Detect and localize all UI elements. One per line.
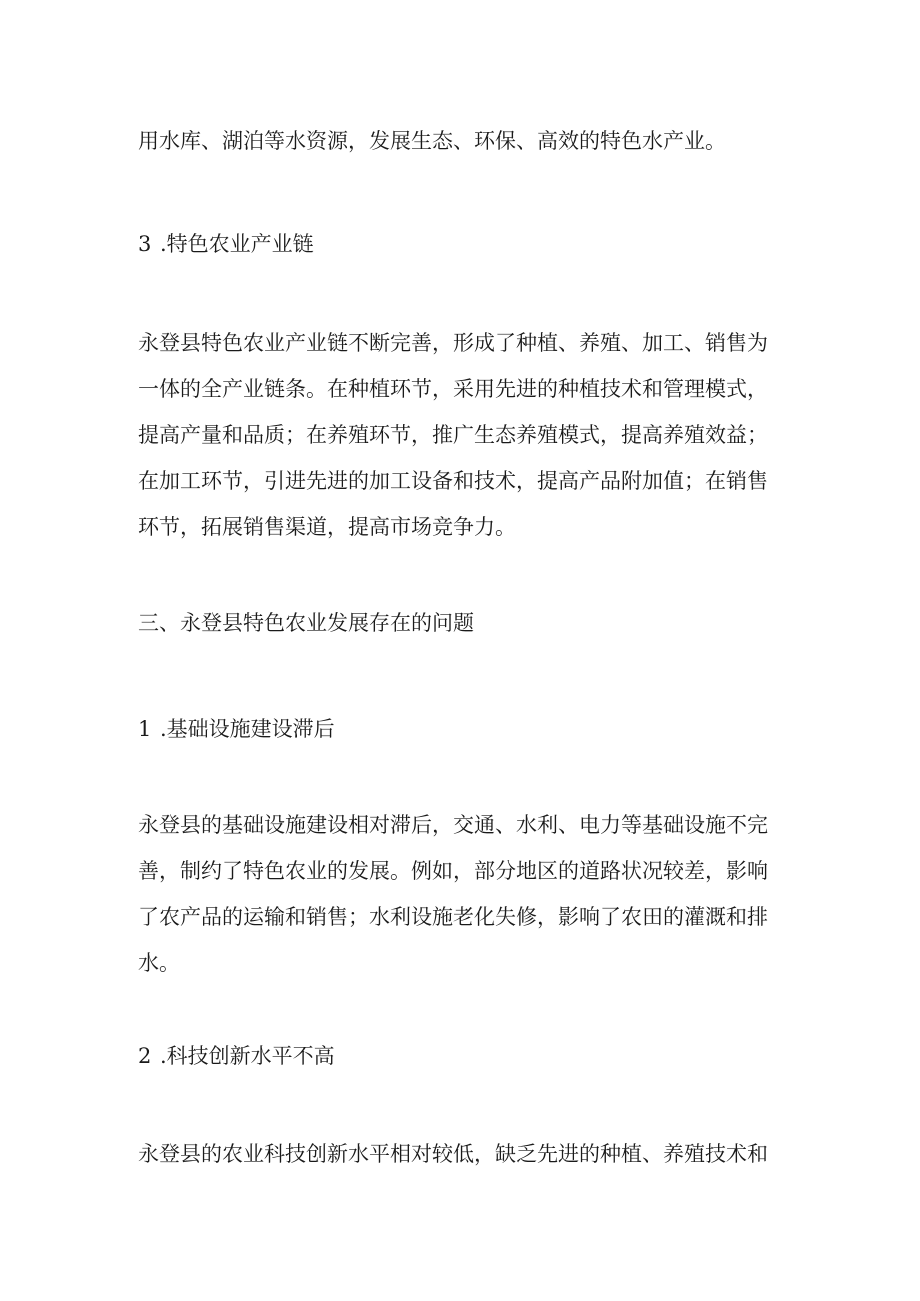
heading-number: 2 — [138, 1044, 152, 1068]
heading-number: 1 — [138, 717, 152, 741]
paragraph-infrastructure: 永登县的基础设施建设相对滞后，交通、水利、电力等基础设施不完善，制约了特色农业的发展。例如，部分地区的道路状况较差，影响了农产品的运输和销售；水利设施老化失修，影响了农田的灌溉和排水。 — [138, 813, 768, 975]
heading-text: .科技创新水平不高 — [160, 1044, 335, 1068]
paragraph-technology: 永登县的农业科技创新水平相对较低，缺乏先进的种植、养殖技术和 — [138, 1142, 768, 1166]
paragraph-water-industry: 用水库、湖泊等水资源，发展生态、环保、高效的特色水产业。 — [138, 129, 726, 153]
heading-industry-chain — [138, 221, 314, 267]
heading-section-three: 三、永登县特色农业发展存在的问题 — [138, 611, 474, 635]
heading-text: .基础设施建设滞后 — [160, 717, 335, 741]
heading-technology — [138, 1033, 335, 1079]
heading-infrastructure — [138, 706, 335, 752]
heading-text: .特色农业产业链 — [160, 232, 314, 256]
paragraph-industry-chain: 永登县特色农业产业链不断完善，形成了种植、养殖、加工、销售为一体的全产业链条。在种植环节，采用先进的种植技术和管理模式，提高产量和品质；在养殖环节，推广生态养殖模式，提高养殖效益；在加工环节，引进先进的加工设备和技术，提高产品附加值；在销售环节，拓展销售渠道，提高市场竞争力。 — [138, 331, 768, 539]
heading-number: 3 — [138, 232, 152, 256]
